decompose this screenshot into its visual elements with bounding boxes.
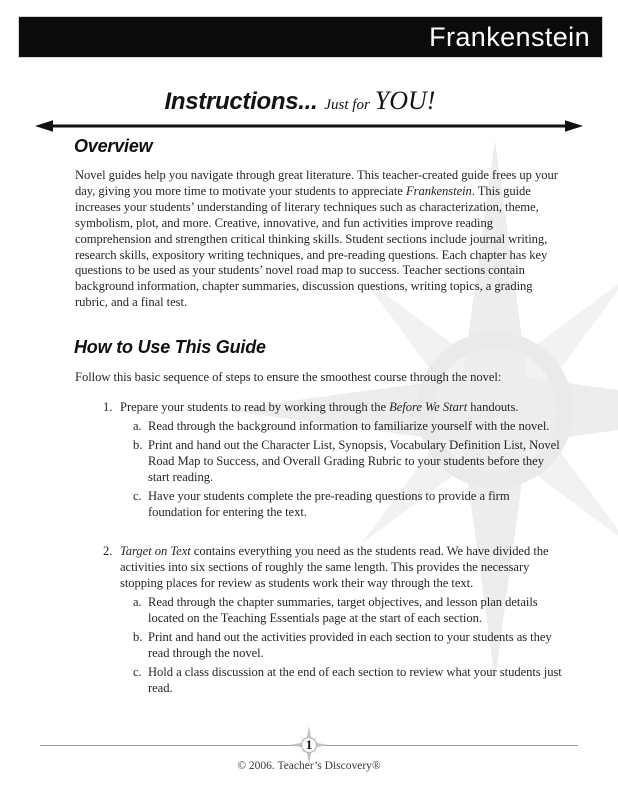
overview-heading: Overview	[74, 136, 153, 156]
copyright-line: © 2006. Teacher’s Discovery®	[237, 760, 381, 772]
step-2-sub-c	[133, 665, 564, 697]
step-1-sub-c	[133, 489, 564, 521]
double-arrow-divider	[35, 119, 583, 133]
how-to-heading: How to Use This Guide	[74, 337, 266, 358]
title-end: YOU!	[374, 86, 436, 115]
step-1-sub-a-text: Read through the background information to familiarize yourself with the novel.	[148, 418, 550, 433]
step-2-sub-b-text: Print and hand out the activities provided in each section to your students as they read through the novel.	[148, 629, 552, 660]
step-2-sub-c-letter: c.	[133, 664, 142, 679]
step-2-number: 2.	[103, 544, 113, 559]
step-1	[75, 400, 564, 520]
step-2-text-post: contains everything you need as the students read. We have divided the activities into six sections of roughly the same length. This provides the necessary stopping places for review as students work their way through the text.	[120, 544, 549, 591]
header-bar	[19, 17, 602, 57]
page-number-ornament	[289, 725, 329, 765]
content-area	[75, 136, 564, 697]
step-1-sub-c-text: Have your students complete the pre-reading questions to provide a firm foundation for entering the text.	[148, 488, 510, 519]
title-middle: Just for	[324, 97, 370, 113]
step-2-sub-b-letter: b.	[133, 629, 143, 644]
step-2-sub-a-letter: a.	[133, 595, 142, 610]
step-2-sub-c-text: Hold a class discussion at the end of each section to review what your students just read.	[148, 664, 562, 695]
step-2-sub-a	[133, 595, 564, 627]
step-1-number: 1.	[103, 400, 113, 415]
step-1-text-pre: Prepare your students to read by working through the	[120, 400, 390, 415]
step-2-body	[120, 544, 564, 696]
step-1-text-post: handouts.	[467, 400, 519, 415]
step-1-sub-b-letter: b.	[133, 437, 143, 452]
step-1-sub-c-letter: c.	[133, 488, 142, 503]
overview-text-pre: Novel guides help you navigate through great literature. This teacher-created guide frees up your day, giving you more time to motivate your students to appreciate	[75, 168, 558, 198]
book-title: Frankenstein	[429, 21, 590, 52]
page-number: 1	[305, 737, 313, 752]
step-1-sub-b-text: Print and hand out the Character List, Synopsis, Vocabulary Definition List, Novel Road Map to Success, and Overall Grading Rubric to your students before they start reading.	[148, 437, 560, 484]
step-2	[75, 544, 564, 696]
step-1-body	[120, 400, 564, 520]
step-1-text-italic: Before We Start	[389, 400, 468, 415]
step-1-sub-a-letter: a.	[133, 418, 142, 433]
how-to-intro: Follow this basic sequence of steps to ensure the smoothest course through the novel:	[75, 370, 502, 385]
overview-text-post: . This guide increases your students’ understanding of literary techniques such as characterization, theme, symbolism, plot, and more. Creative, innovative, and fun activities improve reading comprehension and strengthen critical thinking skills. Student sections include journal writing, research skills, expository writing techniques, and pre-reading questions. Each chapter has key questions to be used as your students’ novel road map to success. Teacher sections contain background information, chapter summaries, discussion questions, writing topics, a grading rubric, and a final test.	[75, 183, 548, 310]
overview-text-italic: Frankenstein	[405, 183, 472, 198]
page-title	[0, 86, 600, 116]
step-2-sub-a-text: Read through the chapter summaries, target objectives, and lesson plan details located on the Teaching Essentials page at the start of each section.	[148, 595, 538, 626]
step-2-text-italic: Target on Text	[120, 544, 191, 559]
step-1-text	[120, 400, 564, 416]
step-1-sub-b	[133, 438, 564, 486]
title-main: Instructions...	[164, 88, 318, 115]
step-2-text	[120, 544, 564, 592]
step-1-sub-a	[133, 419, 564, 435]
step-2-sub-b	[133, 630, 564, 662]
overview-paragraph	[75, 168, 564, 311]
